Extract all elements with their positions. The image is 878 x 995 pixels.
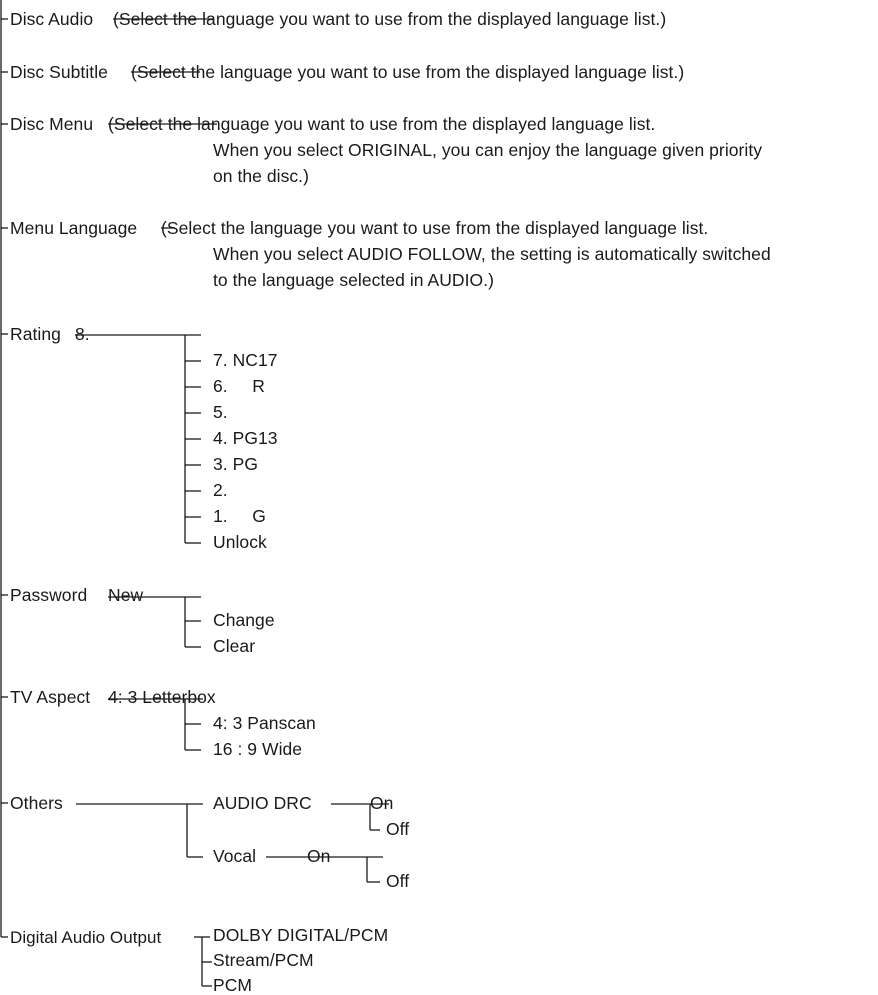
rating-option: 6. R	[213, 376, 265, 396]
menu-language-description-line2: When you select AUDIO FOLLOW, the setting is automatically switched	[213, 244, 771, 264]
digital-audio-output-label: Digital Audio Output	[10, 928, 162, 947]
rating-label: Rating	[10, 324, 61, 344]
audio-drc-option: Off	[386, 819, 410, 839]
rating-option: Unlock	[213, 532, 267, 552]
tv-aspect-option: 16 : 9 Wide	[213, 739, 303, 759]
vocal-label: Vocal	[213, 846, 257, 866]
disc-menu-description-line1: (Select the language you want to use from the displayed language list.	[108, 114, 656, 134]
rating-option: 1. G	[213, 506, 266, 526]
password-default-option: New	[108, 585, 144, 605]
rating-option: 4. PG13	[213, 428, 278, 448]
audio-drc-option: On	[370, 793, 394, 813]
vocal-option: Off	[386, 871, 410, 891]
menu-language-label: Menu Language	[10, 218, 138, 238]
disc-audio-label: Disc Audio	[10, 9, 94, 29]
disc-subtitle-label: Disc Subtitle	[10, 62, 108, 82]
disc-menu-label: Disc Menu	[10, 114, 94, 134]
password-option: Clear	[213, 636, 256, 656]
others-label: Others	[10, 793, 63, 813]
tv-aspect-option: 4: 3 Panscan	[213, 713, 316, 733]
tv-aspect-label: TV Aspect	[10, 687, 91, 707]
password-option: Change	[213, 610, 275, 630]
rating-option: 5.	[213, 402, 228, 422]
disc-menu-description-line2: When you select ORIGINAL, you can enjoy the language given priority	[213, 140, 763, 160]
digital-audio-output-option: Stream/PCM	[213, 950, 314, 970]
rating-option: 7. NC17	[213, 350, 278, 370]
tv-aspect-default-option: 4: 3 Letterbox	[108, 687, 216, 707]
digital-audio-output-option: DOLBY DIGITAL/PCM	[213, 925, 389, 945]
rating-default-option: 8.	[75, 324, 90, 344]
password-label: Password	[10, 585, 88, 605]
menu-language-description-line1: (Select the language you want to use from the displayed language list.	[161, 218, 709, 238]
disc-subtitle-description: (Select the language you want to use from the displayed language list.)	[131, 62, 685, 82]
vocal-option: On	[307, 846, 331, 866]
menu-language-description-line3: to the language selected in AUDIO.)	[213, 270, 494, 290]
disc-menu-description-line3: on the disc.)	[213, 166, 309, 186]
digital-audio-output-option: PCM	[213, 975, 253, 995]
rating-option: 3. PG	[213, 454, 258, 474]
audio-drc-label: AUDIO DRC	[213, 793, 312, 813]
rating-option: 2.	[213, 480, 228, 500]
disc-audio-description: (Select the language you want to use from the displayed language list.)	[113, 9, 667, 29]
